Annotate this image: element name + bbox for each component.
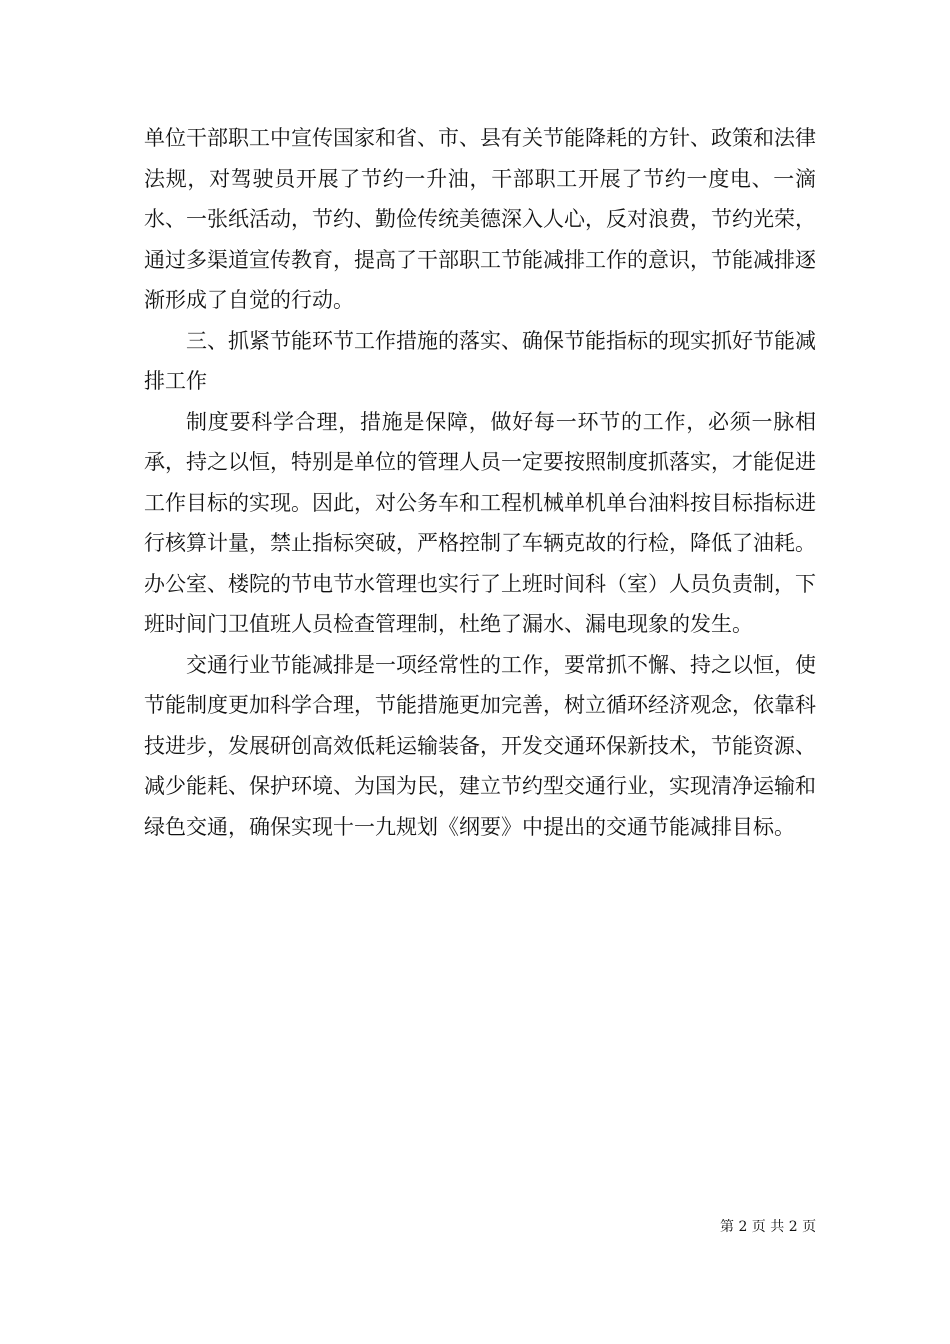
page-number-footer: 第 2 页 共 2 页 bbox=[720, 1219, 817, 1235]
section-heading: 三、抓紧节能环节工作措施的落实、确保节能指标的现实抓好节能减排工作 bbox=[144, 328, 816, 393]
paragraph-continuation: 单位干部职工中宣传国家和省、市、县有关节能降耗的方针、政策和法律法规，对驾驶员开展了节约一升油，干部职工开展了节约一度电、一滴水、一张纸活动，节约、勤俭传统美德深入人心，反对浪费，节约光荣，通过多渠道宣传教育，提高了干部职工节能减排工作的意识，节能减排逐渐形成了自觉的行动。 bbox=[144, 126, 816, 312]
paragraph-conclusion: 交通行业节能减排是一项经常性的工作，要常抓不懈、持之以恒，使节能制度更加科学合理，节能措施更加完善，树立循环经济观念，依靠科技进步，发展研创高效低耗运输装备，开发交通环保新技术，节能资源、减少能耗、保护环境、为国为民，建立节约型交通行业，实现清净运输和绿色交通，确保实现十一九规划《纲要》中提出的交通节能减排目标。 bbox=[144, 652, 816, 839]
document-body bbox=[144, 118, 816, 847]
paragraph-measures: 制度要科学合理，措施是保障，做好每一环节的工作，必须一脉相承，持之以恒，特别是单位的管理人员一定要按照制度抓落实，才能促进工作目标的实现。因此，对公务车和工程机械单机单台油料按目标指标进行核算计量，禁止指标突破，严格控制了车辆克故的行检，降低了油耗。办公室、楼院的节电节水管理也实行了上班时间科（室）人员负责制，下班时间门卫值班人员检查管理制，杜绝了漏水、漏电现象的发生。 bbox=[144, 409, 816, 636]
